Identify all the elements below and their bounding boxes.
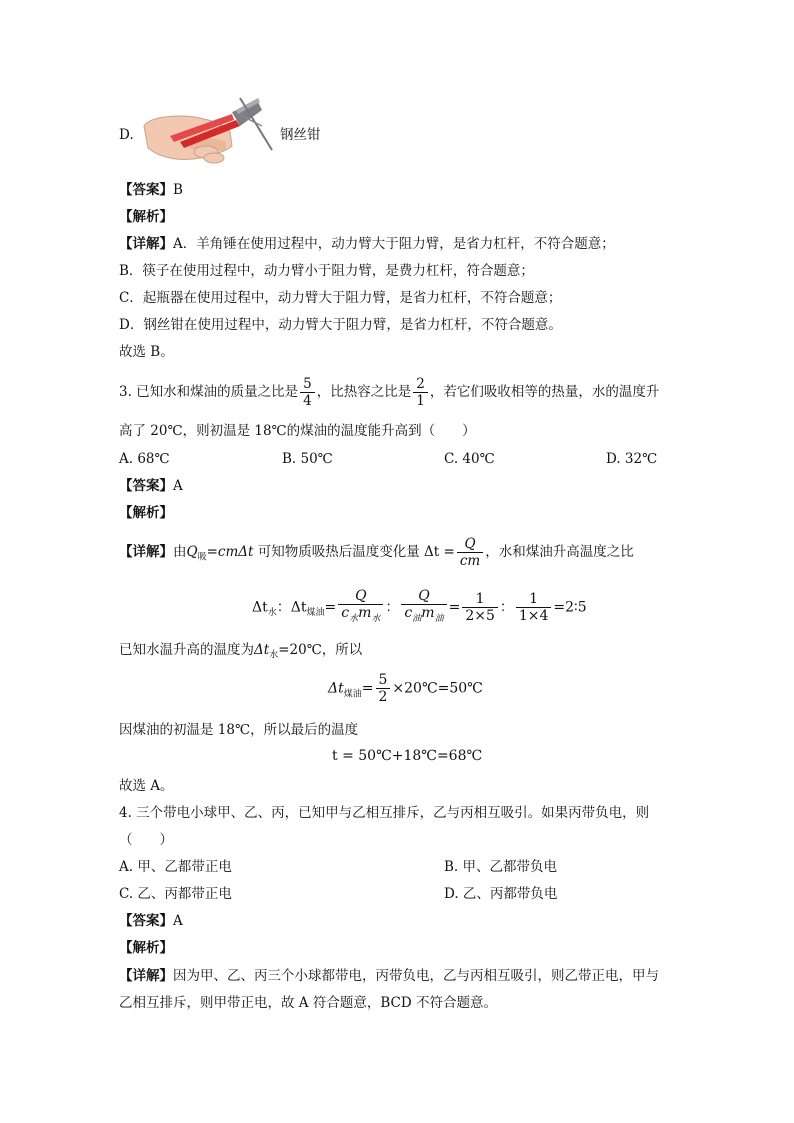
answer-value: B — [173, 182, 183, 198]
eq1-colon-sub: 煤油 — [306, 608, 325, 619]
q4-detail-line1 — [119, 967, 659, 985]
eq2-rest: ×20℃=50℃ — [392, 680, 483, 697]
heat-den: 1 — [416, 393, 425, 409]
kerosene-rise-equation — [328, 672, 483, 705]
answer-label: 【答案】 — [119, 913, 173, 929]
eq1-mid2: ： — [499, 599, 514, 616]
q3-stem-line1 — [119, 376, 659, 409]
detail-label: 【详解】 — [119, 968, 173, 984]
mass-ratio-fraction — [300, 376, 315, 409]
q4-analysis-label: 【解析】 — [119, 940, 173, 956]
eq1-result: =2∶5 — [553, 599, 587, 616]
eq1-colon: ：Δt — [276, 599, 307, 616]
heat-num: 2 — [413, 376, 428, 393]
detail-label: 【详解】 — [119, 236, 173, 252]
eq1-eq: = — [324, 599, 337, 616]
answer-value: A — [173, 478, 183, 494]
eq1-f2-num: Q — [401, 588, 446, 605]
detail-a-text: A．羊角锤在使用过程中，动力臂大于阻力臂，是省力杠杆，不符合题意； — [173, 236, 615, 252]
frac-q: Q — [457, 536, 483, 553]
q4-detail-line2: 乙相互排斥，则甲带正电，故 A 符合题意，BCD 不符合题意。 — [119, 995, 497, 1011]
eq2-num: 5 — [376, 672, 391, 689]
q3-stem-part1: 3. 已知水和煤油的质量之比是 — [119, 384, 299, 400]
q2-analysis-label: 【解析】 — [119, 209, 173, 225]
mass-num: 5 — [300, 376, 315, 393]
frac-cm: cm — [459, 553, 481, 569]
q2-conclusion: 故选 B。 — [119, 344, 174, 360]
water-rise-val: =20℃ — [278, 642, 322, 658]
eq1-f3-den: 2×5 — [465, 607, 495, 624]
eq2-frac — [376, 672, 391, 705]
eq1-f3-num: 1 — [462, 591, 498, 608]
q3-stem-line2: 高了 20℃，则初温是 18℃的煤油的温度能升高到（ ） — [119, 423, 476, 439]
q2-detail-b: B．筷子在使用过程中，动力臂小于阻力臂，是费力杠杆，符合题意； — [119, 263, 534, 279]
eq1-lhs-sub: 水 — [267, 608, 277, 619]
detail-label: 【详解】 — [119, 544, 173, 560]
water-rise-dt: Δt — [254, 642, 270, 658]
q4-detail-text1: 因为甲、乙、丙三个小球都带电，丙带负电，乙与丙相互吸引，则乙带正电，甲与 — [173, 968, 659, 984]
answer-label: 【答案】 — [119, 182, 173, 198]
q4-option-a: A. 甲、乙都带正电 — [119, 859, 232, 875]
delta-t-eq: Δt = — [424, 544, 455, 560]
detail-text2: 可知物质吸热后温度变化量 — [257, 544, 420, 560]
detail-text1: 由 — [173, 544, 187, 560]
q4-option-c: C. 乙、丙都带正电 — [119, 886, 232, 902]
eq1-f4-num: 1 — [516, 591, 552, 608]
q3-option-c: C. 40℃ — [444, 451, 495, 467]
eq1-mid: ： — [385, 599, 400, 616]
q3-option-b: B. 50℃ — [282, 451, 333, 467]
mass-den: 4 — [303, 393, 312, 409]
ratio-equation — [252, 588, 587, 627]
q2-detail-d: D．钢丝钳在使用过程中，动力臂大于阻力臂，是省力杠杆，不符合题意。 — [119, 317, 562, 333]
q3-analysis-label: 【解析】 — [119, 505, 173, 521]
eq1-f1-num: Q — [338, 588, 383, 605]
q3-detail-line1 — [119, 536, 634, 569]
eq2-den: 2 — [378, 689, 388, 705]
eq1-lhs: Δt — [252, 599, 268, 616]
eq2-lhs: Δt — [328, 680, 344, 697]
eq2-eq: = — [361, 680, 374, 697]
formula-q-sub: 吸 — [197, 552, 207, 563]
answer-value: A — [173, 913, 183, 929]
water-rise-b: ，所以 — [321, 642, 363, 658]
q2-answer — [119, 181, 183, 199]
eq1-f2-den: $c_油m_油$ — [404, 605, 444, 624]
eq1-eq2: = — [448, 599, 461, 616]
q3-water-rise-line — [119, 641, 362, 665]
eq2-lhs-sub: 煤油 — [343, 689, 362, 700]
q3-option-a: A. 68℃ — [119, 451, 170, 467]
q3-conclusion: 故选 A。 — [119, 778, 174, 794]
option-d-label: 钢丝钳 — [280, 127, 321, 143]
q4-option-d: D. 乙、丙都带负电 — [444, 886, 558, 902]
q4-stem-line2: （ ） — [119, 832, 173, 848]
eq1-frac1 — [338, 588, 383, 627]
answer-label: 【答案】 — [119, 478, 173, 494]
option-d-letter: D. — [119, 127, 134, 143]
q3-initial-temp-line: 因煤油的初温是 18℃，所以最后的温度 — [119, 722, 359, 738]
q3-stem-part3: ，若它们吸收相等的热量，水的温度升 — [429, 384, 660, 400]
q4-stem-line1: 4. 三个带电小球甲、乙、丙，已知甲与乙相互排斥，乙与丙相互吸引。如果丙带负电，则 — [119, 805, 650, 821]
water-rise-a: 已知水温升高的温度为 — [119, 642, 254, 658]
q3-stem-part2: ，比热容之比是 — [316, 384, 412, 400]
q2-detail-a — [119, 235, 615, 253]
eq1-frac2 — [401, 588, 446, 627]
eq1-frac4 — [516, 591, 552, 624]
q4-answer — [119, 912, 183, 930]
eq1-f1-den: $c_水m_水$ — [341, 605, 381, 624]
q3-answer — [119, 477, 183, 495]
eq1-f4-den: 1×4 — [518, 607, 549, 624]
q3-option-d: D. 32℃ — [606, 451, 658, 467]
q2-detail-c: C．起瓶器在使用过程中，动力臂大于阻力臂，是省力杠杆，不符合题意； — [119, 290, 562, 306]
q-over-cm-fraction — [457, 536, 483, 569]
formula-q: Q — [186, 544, 198, 560]
detail-text3: ，水和煤油升高温度之比 — [485, 544, 634, 560]
final-temp-equation: t = 50℃+18℃=68℃ — [332, 748, 483, 764]
water-rise-sub: 水 — [269, 650, 279, 661]
q4-option-b: B. 甲、乙都带负电 — [444, 859, 558, 875]
heat-ratio-fraction — [413, 376, 428, 409]
eq1-frac3 — [462, 591, 498, 624]
pliers-hand-illustration — [140, 96, 280, 168]
formula-eq: =cmΔt — [206, 544, 254, 560]
